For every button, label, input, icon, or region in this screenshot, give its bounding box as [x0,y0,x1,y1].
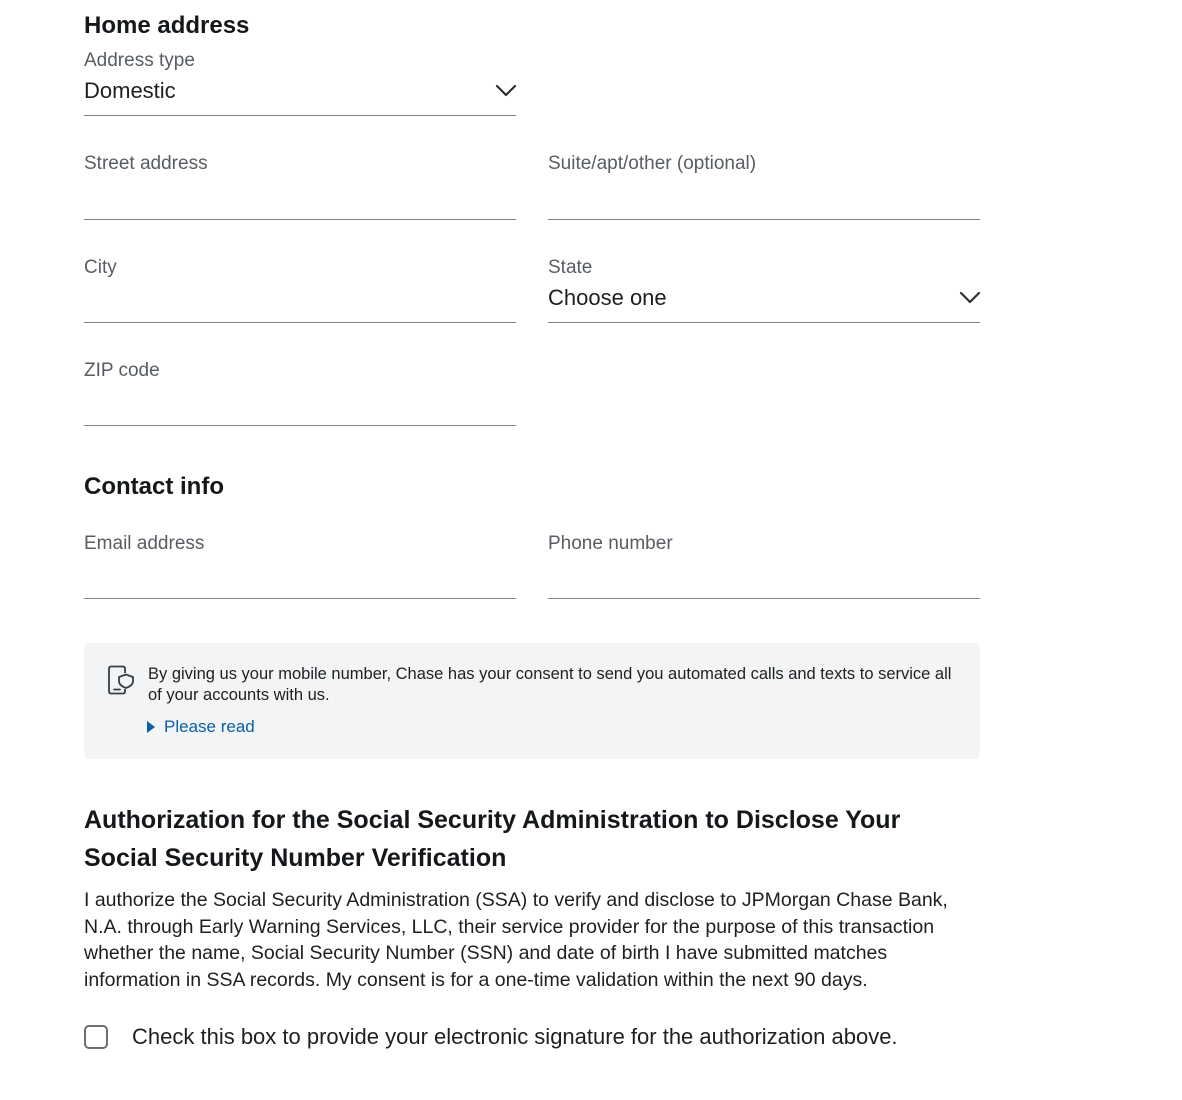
state-value: Choose one [548,285,667,310]
street-address-underline [84,219,516,220]
phone-label: Phone number [548,533,673,554]
please-read-disclosure[interactable] [146,716,255,738]
please-read-link[interactable]: Please read [164,717,255,736]
signature-checkbox-row[interactable] [84,1023,898,1051]
email-label: Email address [84,533,205,554]
zip-code-label: ZIP code [84,360,160,381]
address-type-label: Address type [84,50,195,71]
street-address-input[interactable] [84,185,516,215]
email-underline [84,598,516,599]
authorization-heading: Authorization for the Social Security Administration to Disclose Your Social Security Number Verification [84,806,901,872]
chevron-down-icon[interactable] [495,84,517,98]
signature-checkbox-label[interactable]: Check this box to provide your electronic signature for the authorization above. [132,1024,898,1049]
authorization-body: I authorize the Social Security Administration (SSA) to verify and disclose to JPMorgan Chase Bank, N.A. through Early Warning Services, LLC, their service provider for the purpose of this transaction whether the name, Social Security Number (SSN) and date of birth I have submitted matches information in SSA records. My consent is for a one-time validation within the next 90 days. [84,889,948,991]
street-address-field[interactable] [84,153,516,221]
address-type-value: Domestic [84,78,176,103]
state-select[interactable] [548,257,980,325]
mobile-consent-text: By giving us your mobile number, Chase has your consent to send you automated calls and texts to service all of your accounts with us. [148,665,952,704]
address-type-select[interactable] [84,50,516,118]
state-underline [548,322,980,323]
suite-underline [548,219,980,220]
zip-code-field[interactable] [84,360,516,428]
suite-label: Suite/apt/other (optional) [548,153,757,174]
phone-field[interactable] [548,533,980,601]
city-field[interactable] [84,257,516,325]
home-address-heading: Home address [84,12,250,39]
mobile-consent-notice [84,643,980,759]
suite-field[interactable] [548,153,980,221]
chevron-down-icon[interactable] [959,291,981,305]
signature-checkbox[interactable] [84,1025,108,1049]
phone-input[interactable] [548,565,980,595]
city-label: City [84,257,117,278]
email-input[interactable] [84,565,516,595]
zip-code-underline [84,425,516,426]
caret-right-icon [146,720,156,734]
mobile-phone-shield-icon [107,665,135,695]
suite-input[interactable] [548,185,980,215]
city-input[interactable] [84,289,516,319]
state-label: State [548,257,593,278]
email-field[interactable] [84,533,516,601]
phone-underline [548,598,980,599]
zip-code-input[interactable] [84,392,516,422]
city-underline [84,322,516,323]
address-type-underline [84,115,516,116]
street-address-label: Street address [84,153,208,174]
contact-info-heading: Contact info [84,473,224,500]
